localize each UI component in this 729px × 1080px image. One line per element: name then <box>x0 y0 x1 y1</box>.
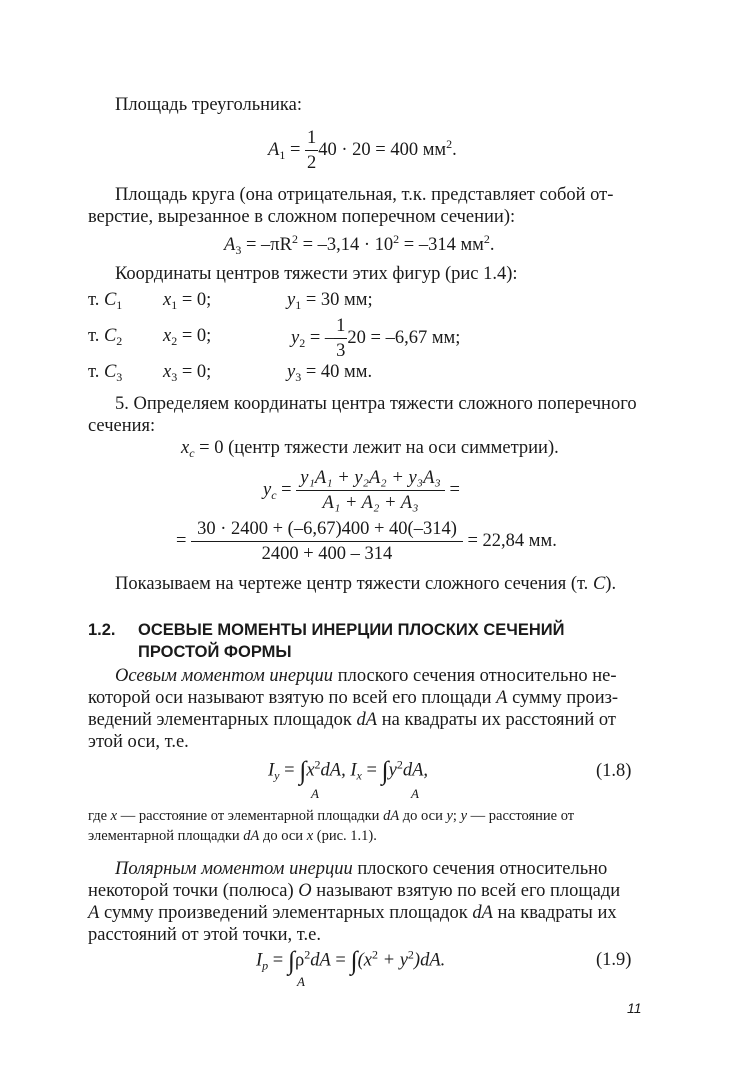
eq19-int-limit: A <box>297 974 305 989</box>
coord1-y-val: = 30 мм; <box>301 290 373 310</box>
coord2-point-sub: 2 <box>116 334 123 348</box>
coord3-x-sub: 3 <box>171 370 178 384</box>
coord-row-3-x <box>163 362 211 383</box>
coord1-x-val: = 0; <box>177 290 212 310</box>
polar-moment-term: Полярным моментом инерции <box>115 859 353 879</box>
p7-l3-c: на квадраты их <box>492 903 617 923</box>
coord-row-3 <box>88 362 122 383</box>
coord1-point-label: т. <box>88 290 104 310</box>
yc2-end: = 22,84 мм. <box>467 530 557 551</box>
coord2-x-val: = 0; <box>177 326 212 346</box>
coord-row-2 <box>88 326 122 347</box>
coord1-x-sub: 1 <box>171 298 178 312</box>
section-number: 1.2. <box>88 621 116 639</box>
eq19-x-sup: 2 <box>371 947 378 962</box>
p6-l3-var: dA <box>356 710 378 730</box>
coord2-y-pre: = – <box>305 327 335 348</box>
coord3-point-var: C <box>103 362 117 382</box>
xc-sub: c <box>189 446 195 460</box>
text-axial-moment-line2 <box>88 687 618 709</box>
yc-end: = <box>449 479 460 500</box>
eq1-fraction <box>305 126 318 175</box>
yc2-denominator: 2400 + 400 – 314 <box>261 544 393 564</box>
coord2-fraction <box>334 314 347 363</box>
eq1-var: A <box>268 139 280 160</box>
yc2-equals: = <box>176 530 187 551</box>
note-l1-e: — расстояние от <box>467 808 575 824</box>
p7-l2-b: называют взятую по всей его площади <box>311 881 621 901</box>
note-l1-d: ; <box>452 808 461 824</box>
eq18-t1-sup: 2 <box>314 757 321 772</box>
note-l1-y: y <box>446 808 453 824</box>
eq18-int-limit-1: A <box>311 786 319 801</box>
note-l2-a: элементарной площадки <box>88 828 244 844</box>
p7-l2-var: O <box>298 881 312 901</box>
coord2-frac-den: 3 <box>336 341 346 361</box>
p6-l1-rest: плоского сечения относительно не- <box>333 666 617 686</box>
note-l1-c: до оси <box>399 808 447 824</box>
text-axial-moment-line1 <box>115 665 617 687</box>
p5-text-b: ). <box>605 574 617 594</box>
coord3-point-label: т. <box>88 362 104 382</box>
eq1-frac-num: 1 <box>305 126 318 151</box>
text-polar-moment-line3 <box>88 902 617 924</box>
note-line1 <box>88 806 574 827</box>
note-l2-dA: dA <box>243 828 260 844</box>
eq2-sup1: 2 <box>291 232 298 246</box>
integral-icon: ∫ <box>299 756 307 785</box>
text-polar-moment-line4: расстояний от этой точки, т.е. <box>88 925 321 945</box>
text-circle-area-line1: Площадь круга (она отрицательная, т.к. представляет собой от- <box>115 185 614 205</box>
coord2-point-var: C <box>103 326 117 346</box>
eq18-t2-end: dA, <box>402 760 429 781</box>
text-circle-area-line2: верстие, вырезанное в сложном поперечном сечении): <box>88 207 516 227</box>
coord3-x-val: = 0; <box>177 362 212 382</box>
note-l2-c: (рис. 1.1). <box>313 828 377 844</box>
integral-icon: ∫ <box>287 946 295 975</box>
eq2-mid: = –πR <box>241 235 292 255</box>
equation-1-8-number: (1.8) <box>596 761 632 781</box>
equation-a3 <box>224 232 495 257</box>
page-number: 11 <box>627 1000 642 1016</box>
text-step5-line1: 5. Определяем координаты центра тяжести сложного поперечного <box>115 394 637 414</box>
eq19-rho-sup: 2 <box>304 947 311 962</box>
coord-row-2-x <box>163 326 211 347</box>
coord-row-2-y <box>291 314 460 363</box>
coord-row-1-x <box>163 290 211 311</box>
p7-l2-a: некоторой точки (полюса) <box>88 881 299 901</box>
coord2-frac-num: 1 <box>334 314 347 339</box>
coord2-point-label: т. <box>88 326 104 346</box>
yc-denominator: A₁ + A₂ + A₃ <box>322 493 419 513</box>
eq18-eq2: = <box>361 760 382 781</box>
eq19-rho: ρ <box>294 950 305 971</box>
xc-text: = 0 (центр тяжести лежит на оси симметрии). <box>194 438 559 458</box>
equation-yc-value <box>176 517 557 566</box>
eq19-eq1: = <box>268 950 288 971</box>
p6-l2-a: которой оси называют взятую по всей его площади <box>88 688 497 708</box>
equation-1-9 <box>256 948 445 974</box>
yc-fraction <box>296 466 445 515</box>
coord1-y-sub: 1 <box>295 298 302 312</box>
eq18-t1: x <box>306 760 315 781</box>
integral-icon: ∫ <box>350 946 358 975</box>
coord3-x-var: x <box>163 362 172 382</box>
eq19-close: )dA. <box>413 950 446 971</box>
yc-var: y <box>263 479 272 500</box>
note-l1-x: x <box>110 808 118 824</box>
eq2-mid2: = –3,14 · 10 <box>297 235 394 255</box>
eq19-paren: (x <box>357 950 372 971</box>
coord-row-1 <box>88 290 122 311</box>
eq19-eq2: = <box>330 950 351 971</box>
note-l1-y2: y <box>460 808 468 824</box>
eq1-equals: = <box>289 139 301 160</box>
eq2-var: A <box>224 235 236 255</box>
text-axial-moment-line3 <box>88 709 616 731</box>
yc2-fraction <box>191 517 463 566</box>
eq19-I: I <box>256 950 263 971</box>
coord3-point-sub: 3 <box>116 370 123 384</box>
p5-var: C <box>592 574 606 594</box>
eq1-rest: 40 · 20 = 400 мм <box>318 139 447 160</box>
p7-l1-rest: плоского сечения относительно <box>352 859 608 879</box>
text-polar-moment-line2 <box>88 880 620 902</box>
coord-row-1-y <box>287 290 373 311</box>
coord1-y-var: y <box>287 290 296 310</box>
eq18-t2-sup: 2 <box>396 757 403 772</box>
eq19-y-sup: 2 <box>407 947 414 962</box>
coord1-point-var: C <box>103 290 117 310</box>
p6-l3-b: на квадраты их расстояний от <box>377 710 616 730</box>
p6-l2-b: сумму произ- <box>507 688 619 708</box>
equation-1-8 <box>268 758 428 784</box>
text-step5-line2: сечения: <box>88 416 156 436</box>
note-l2-b: до оси <box>259 828 307 844</box>
equation-a1 <box>268 126 457 175</box>
text-axial-moment-line4: этой оси, т.е. <box>88 732 189 752</box>
section-title-line2: ПРОСТОЙ ФОРМЫ <box>138 643 292 661</box>
p7-l3-dA: dA <box>472 903 493 923</box>
equation-1-9-number: (1.9) <box>596 950 632 970</box>
coord2-y-sub: 2 <box>299 335 306 350</box>
coord2-x-var: x <box>163 326 172 346</box>
section-title-line1: ОСЕВЫЕ МОМЕНТЫ ИНЕРЦИИ ПЛОСКИХ СЕЧЕНИЙ <box>138 621 565 639</box>
p6-l3-a: ведений элементарных площадок <box>88 710 357 730</box>
p5-text-a: Показываем на чертеже центр тяжести сложного сечения (т. <box>115 574 593 594</box>
eq18-Iy: I <box>268 760 275 781</box>
eq2-dot: . <box>489 235 495 255</box>
text-polar-moment-line1 <box>115 858 607 880</box>
p6-l2-var: A <box>496 688 508 708</box>
integral-icon: ∫ <box>381 756 389 785</box>
text-centroid-coords: Координаты центров тяжести этих фигур (рис 1.4): <box>115 264 518 284</box>
eq18-Iy-sub: y <box>274 768 280 783</box>
eq1-end: . <box>452 139 457 160</box>
note-l2-x: x <box>306 828 314 844</box>
coord-row-3-y <box>287 362 372 383</box>
equation-xc <box>181 438 559 459</box>
yc-equals: = <box>281 479 292 500</box>
axial-moment-term: Осевым моментом инерции <box>115 666 334 686</box>
p7-l3-var: A <box>88 903 100 923</box>
eq2-sub: 3 <box>235 243 242 257</box>
eq19-plus: + y <box>377 950 408 971</box>
coord3-y-var: y <box>287 362 296 382</box>
eq18-t1-end: dA, <box>320 760 351 781</box>
note-line2 <box>88 826 377 847</box>
eq2-sup3: 2 <box>483 232 490 246</box>
text-show-centroid <box>115 573 616 595</box>
coord2-x-sub: 2 <box>171 334 178 348</box>
yc2-numerator: 30 · 2400 + (–6,67)400 + 40(–314) <box>191 517 463 542</box>
equation-yc <box>263 466 460 515</box>
coord3-y-sub: 3 <box>295 370 302 384</box>
p7-l3-b: сумму произведений элементарных площадок <box>99 903 473 923</box>
eq1-frac-den: 2 <box>307 153 317 173</box>
eq1-sub: 1 <box>279 147 286 162</box>
note-l1-b: — расстояние от элементарной площадки <box>117 808 384 824</box>
note-l1-a: где <box>88 808 111 824</box>
eq18-int-limit-2: A <box>411 786 419 801</box>
eq18-Ix: I <box>350 760 357 781</box>
eq18-t2: y <box>388 760 397 781</box>
yc-sub: c <box>271 487 277 502</box>
text-triangle-area: Площадь треугольника: <box>115 95 302 115</box>
eq19-I-sub: p <box>262 958 269 973</box>
eq2-sup2: 2 <box>393 232 400 246</box>
eq18-Ix-sub: x <box>356 768 362 783</box>
eq18-eq1: = <box>279 760 300 781</box>
coord1-point-sub: 1 <box>116 298 123 312</box>
coord2-y-val: 20 = –6,67 мм; <box>347 327 461 348</box>
coord1-x-var: x <box>163 290 172 310</box>
coord2-y-var: y <box>291 327 300 348</box>
xc-var: x <box>181 438 190 458</box>
coord3-y-val: = 40 мм. <box>301 362 373 382</box>
yc-numerator: y₁A₁ + y₂A₂ + y₃A₃ <box>296 466 445 491</box>
note-l1-dA: dA <box>383 808 400 824</box>
eq2-end: = –314 мм <box>399 235 484 255</box>
eq19-dA: dA <box>310 950 331 971</box>
eq1-sup: 2 <box>446 136 453 151</box>
